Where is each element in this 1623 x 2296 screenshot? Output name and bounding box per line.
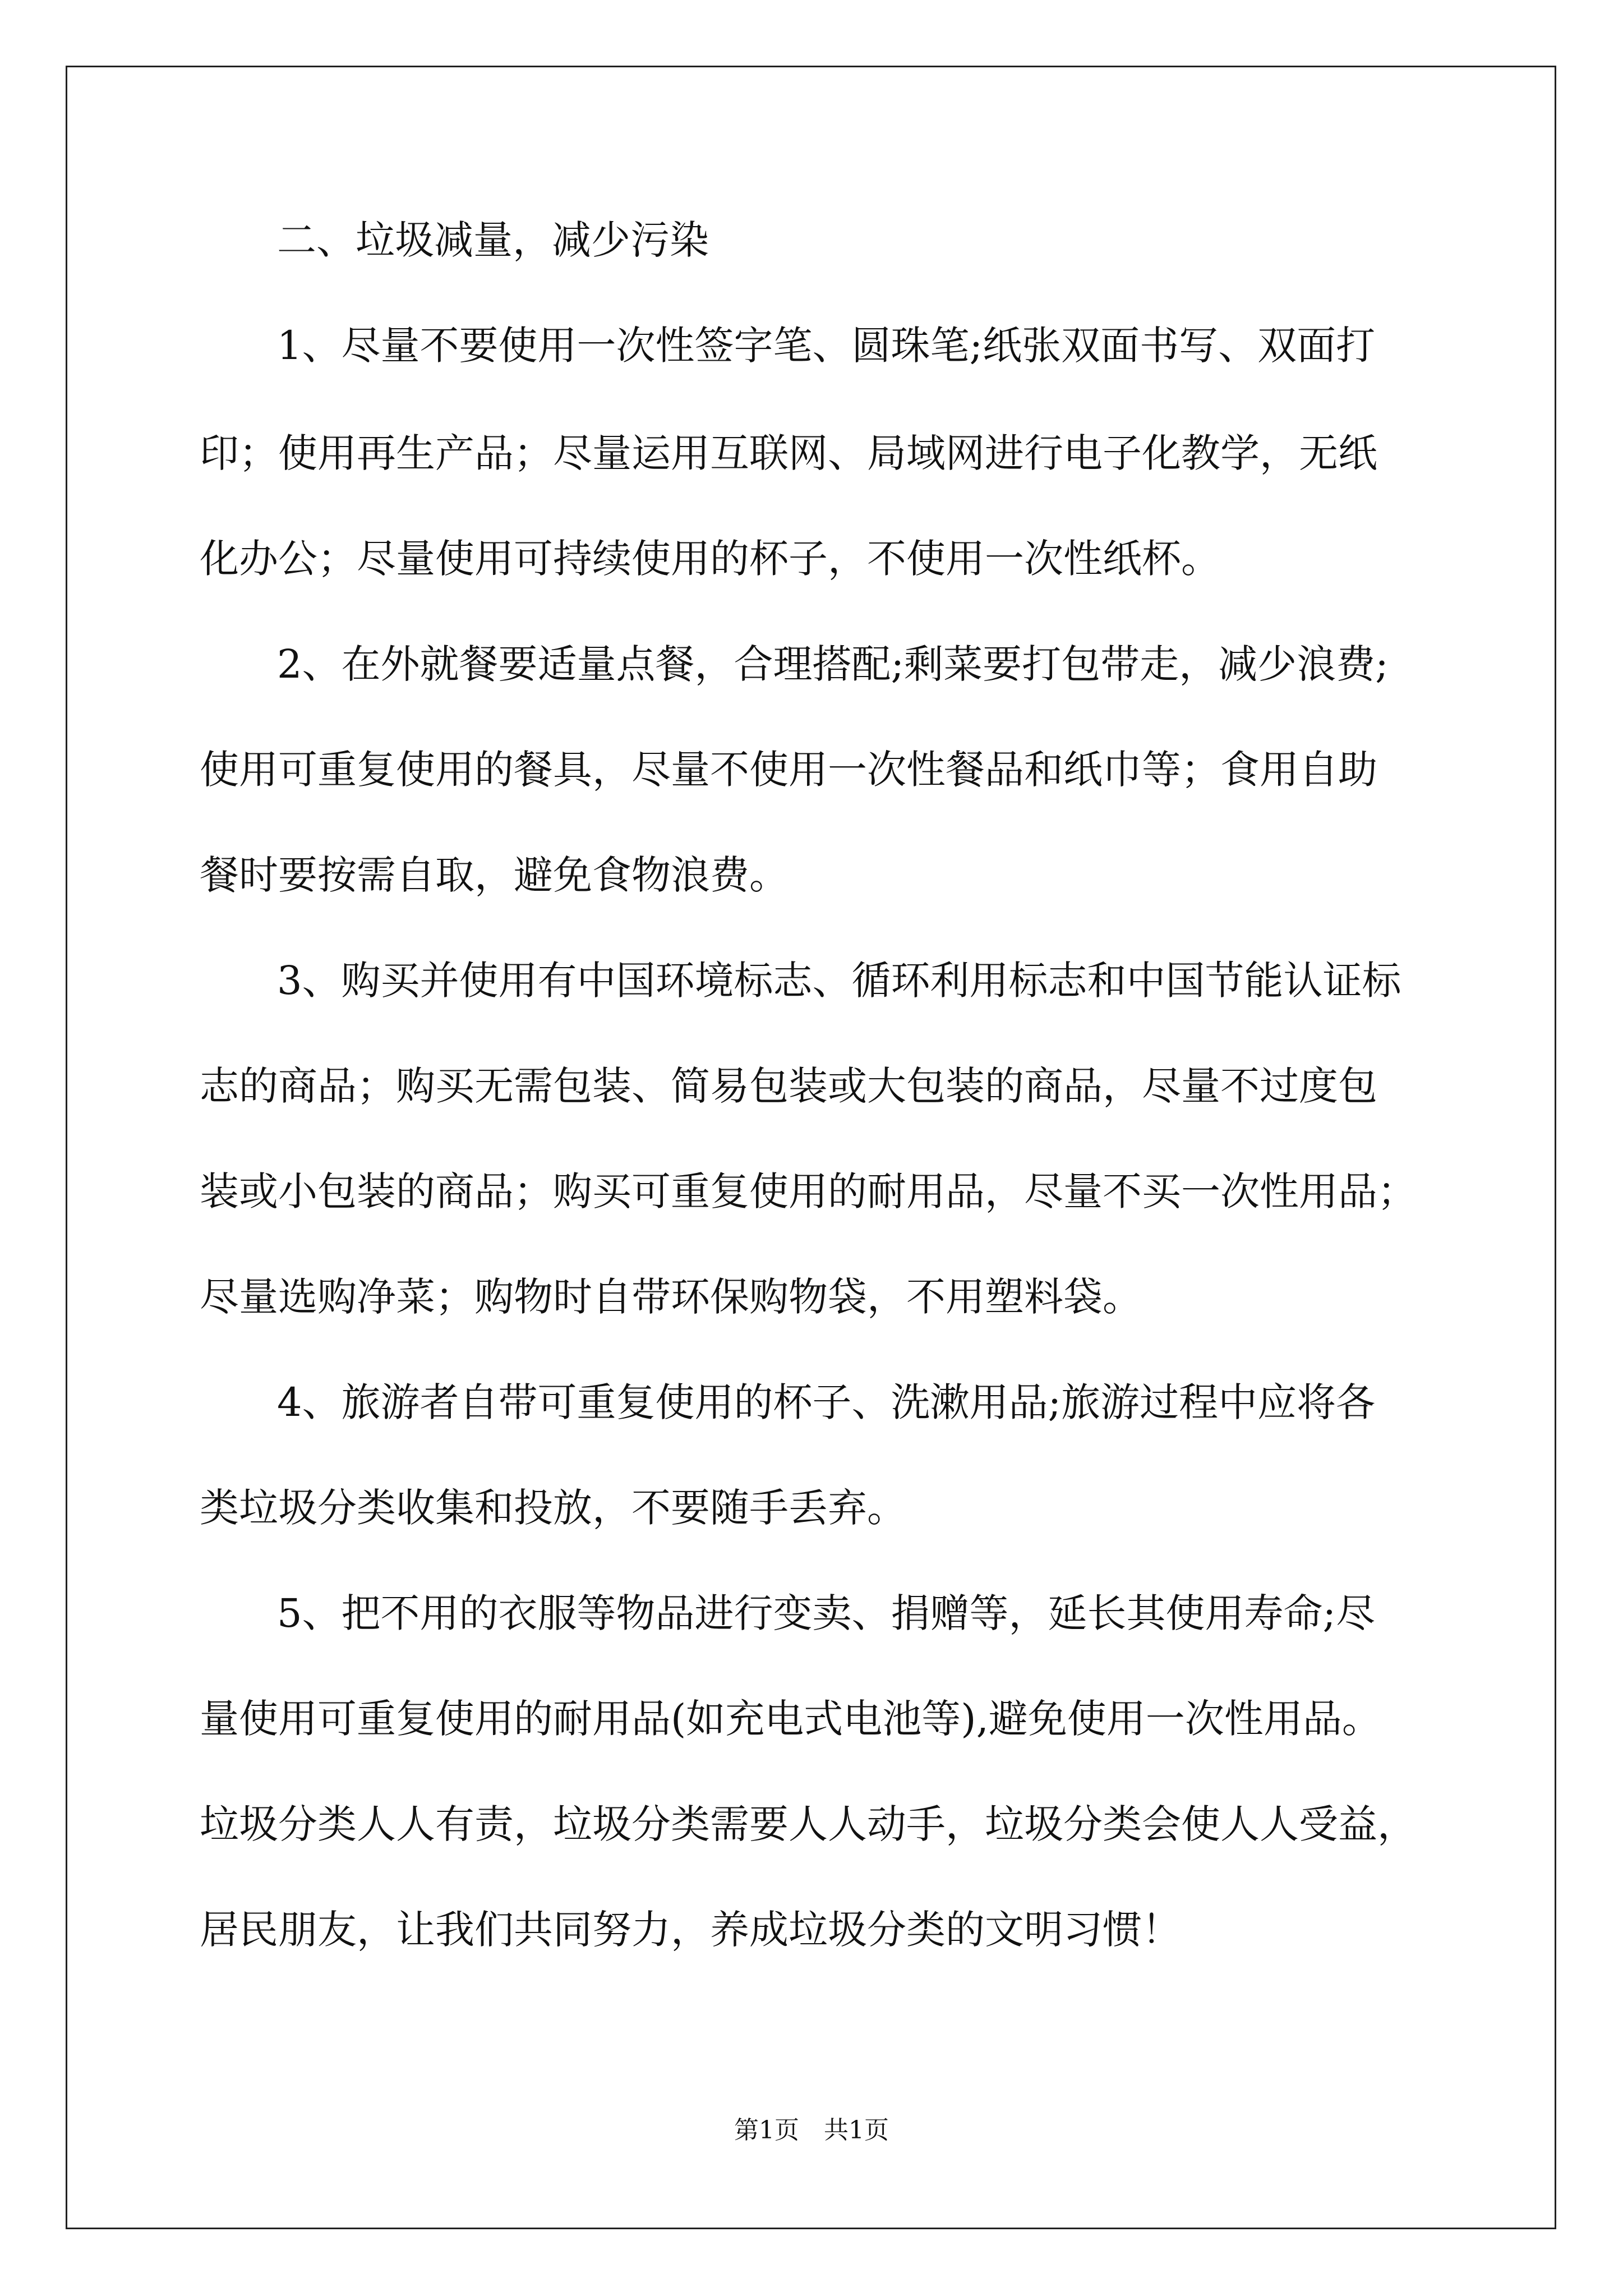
paragraph-line: 餐时要按需自取，避免食物浪费。 <box>200 852 789 898</box>
paragraph-line: 5、把不用的衣服等物品进行变卖、捐赠等，延长其使用寿命;尽 <box>277 1590 1376 1636</box>
paragraph-line: 量使用可重复使用的耐用品(如充电式电池等),避免使用一次性用品。 <box>200 1696 1381 1742</box>
paragraph-line: 印；使用再生产品；尽量运用互联网、局域网进行电子化教学，无纸 <box>200 430 1377 476</box>
paragraph-line: 装或小包装的商品；购买可重复使用的耐用品，尽量不买一次性用品； <box>200 1168 1417 1214</box>
paragraph-line: 4、旅游者自带可重复使用的杯子、洗漱用品;旅游过程中应将各 <box>277 1379 1376 1425</box>
page-footer: 第1页 共1页 <box>734 2116 889 2145</box>
paragraph-line: 1、尽量不要使用一次性签字笔、圆珠笔;纸张双面书写、双面打 <box>277 323 1376 369</box>
section-heading: 二、垃圾减量，减少污染 <box>277 217 709 263</box>
paragraph-line: 化办公；尽量使用可持续使用的杯子，不使用一次性纸杯。 <box>200 536 1220 582</box>
paragraph-2 <box>200 637 1422 902</box>
paragraph-line: 居民朋友，让我们共同努力，养成垃圾分类的文明习惯！ <box>200 1907 1181 1953</box>
paragraph-1 <box>200 319 1422 586</box>
paragraph-line: 2、在外就餐要适量点餐，合理搭配;剩菜要打包带走，减少浪费; <box>277 641 1389 687</box>
paragraph-5 <box>200 1586 1422 1957</box>
paragraph-line: 使用可重复使用的餐具，尽量不使用一次性餐品和纸巾等；食用自助 <box>200 747 1377 793</box>
paragraph-line: 志的商品；购买无需包装、简易包装或大包装的商品，尽量不过度包 <box>200 1063 1377 1109</box>
paragraph-4 <box>200 1375 1422 1535</box>
paragraph-line: 尽量选购净菜；购物时自带环保购物袋，不用塑料袋。 <box>200 1274 1142 1320</box>
paragraph-line: 类垃圾分类收集和投放，不要随手丢弃。 <box>200 1485 906 1531</box>
paragraph-3 <box>200 954 1422 1324</box>
paragraph-line: 垃圾分类人人有责，垃圾分类需要人人动手，垃圾分类会使人人受益， <box>200 1801 1417 1847</box>
document-body <box>200 213 1422 1957</box>
paragraph-line: 3、购买并使用有中国环境标志、循环利用标志和中国节能认证标 <box>277 958 1401 1004</box>
